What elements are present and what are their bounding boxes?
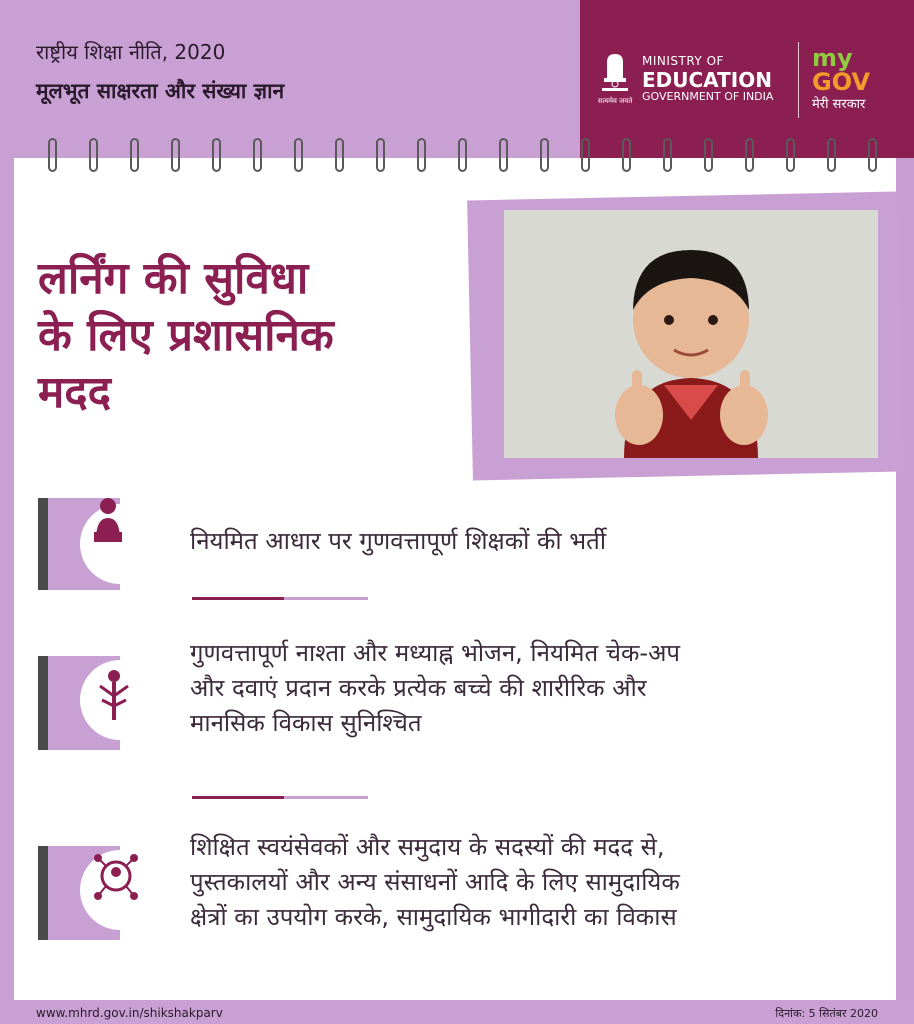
mygov-gov: GOV [812, 68, 871, 96]
binding-ring [130, 138, 139, 172]
item-2-text [190, 636, 680, 740]
child-photo [470, 196, 900, 476]
binding-ring [48, 138, 57, 172]
binding-ring [171, 138, 180, 172]
binding-ring [663, 138, 672, 172]
page-title [38, 250, 458, 422]
item-3-line-3: क्षेत्रों का उपयोग करके, सामुदायिक भागीदारी का विकास [190, 902, 677, 931]
binding-ring [89, 138, 98, 172]
footer-date: दिनांक: 5 सितंबर 2020 [775, 1007, 878, 1020]
policy-label: राष्ट्रीय शिक्षा नीति, 2020 [36, 40, 226, 64]
logo-divider [798, 42, 799, 118]
separator-2 [192, 796, 368, 799]
list-item-2 [36, 639, 836, 780]
binding-ring [376, 138, 385, 172]
separator-1 [192, 597, 368, 600]
item-3-line-2: पुस्तकालयों और अन्य संसाधनों आदि के लिए सामुदायिक [190, 867, 680, 896]
title-line-3: मदद [38, 367, 112, 419]
item-1-text: नियमित आधार पर गुणवत्तापूर्ण शिक्षकों की भर्ती [190, 527, 607, 555]
mygov-logo [812, 46, 870, 111]
item-3-line-1: शिक्षित स्वयंसेवकों और समुदाय के सदस्यों की मदद से, [190, 833, 665, 861]
binding-ring [786, 138, 795, 172]
binding-ring [253, 138, 262, 172]
binding-ring [335, 138, 344, 172]
binding-ring [581, 138, 590, 172]
item-3-text [190, 830, 680, 934]
binding-ring [212, 138, 221, 172]
item-3-book-icon [36, 840, 146, 940]
header-left [36, 38, 284, 105]
binding-ring [622, 138, 631, 172]
item-1-book-icon [36, 490, 146, 590]
child-thumbs-up-image [504, 210, 878, 458]
binding-ring [827, 138, 836, 172]
title-line-1: लर्निंग की सुविधा [38, 253, 309, 304]
item-2-book-icon [36, 650, 146, 750]
item-2-line-2: और दवाएं प्रदान करके प्रत्येक बच्चे की शारीरिक और [190, 673, 647, 702]
footer-url: www.mhrd.gov.in/shikshakparv [36, 1006, 223, 1020]
title-line-2: के लिए प्रशासनिक [38, 310, 334, 362]
binding-ring [745, 138, 754, 172]
mygov-my: my [812, 44, 853, 72]
binding-ring [704, 138, 713, 172]
binding-ring [540, 138, 549, 172]
header-subtitle: मूलभूत साक्षरता और संख्या ज्ञान [36, 79, 285, 103]
binding-ring [417, 138, 426, 172]
emblem-motto: सत्यमेव जयते [598, 97, 633, 105]
mygov-tagline: मेरी सरकार [812, 97, 866, 112]
binding-ring [294, 138, 303, 172]
item-2-line-1: गुणवत्तापूर्ण नाश्ता और मध्याह्न भोजन, नियमित चेक-अप [190, 639, 681, 667]
ministry-line3: GOVERNMENT OF INDIA [642, 89, 774, 103]
ministry-line1: MINISTRY OF [642, 54, 724, 69]
list-item-1 [36, 490, 796, 590]
binding-ring [868, 138, 877, 172]
spiral-binding [48, 138, 888, 178]
binding-ring [458, 138, 467, 172]
list-item-3 [36, 833, 846, 970]
binding-ring [499, 138, 508, 172]
ministry-line2: EDUCATION [642, 67, 772, 92]
item-2-line-3: मानसिक विकास सुनिश्चित [190, 708, 422, 737]
